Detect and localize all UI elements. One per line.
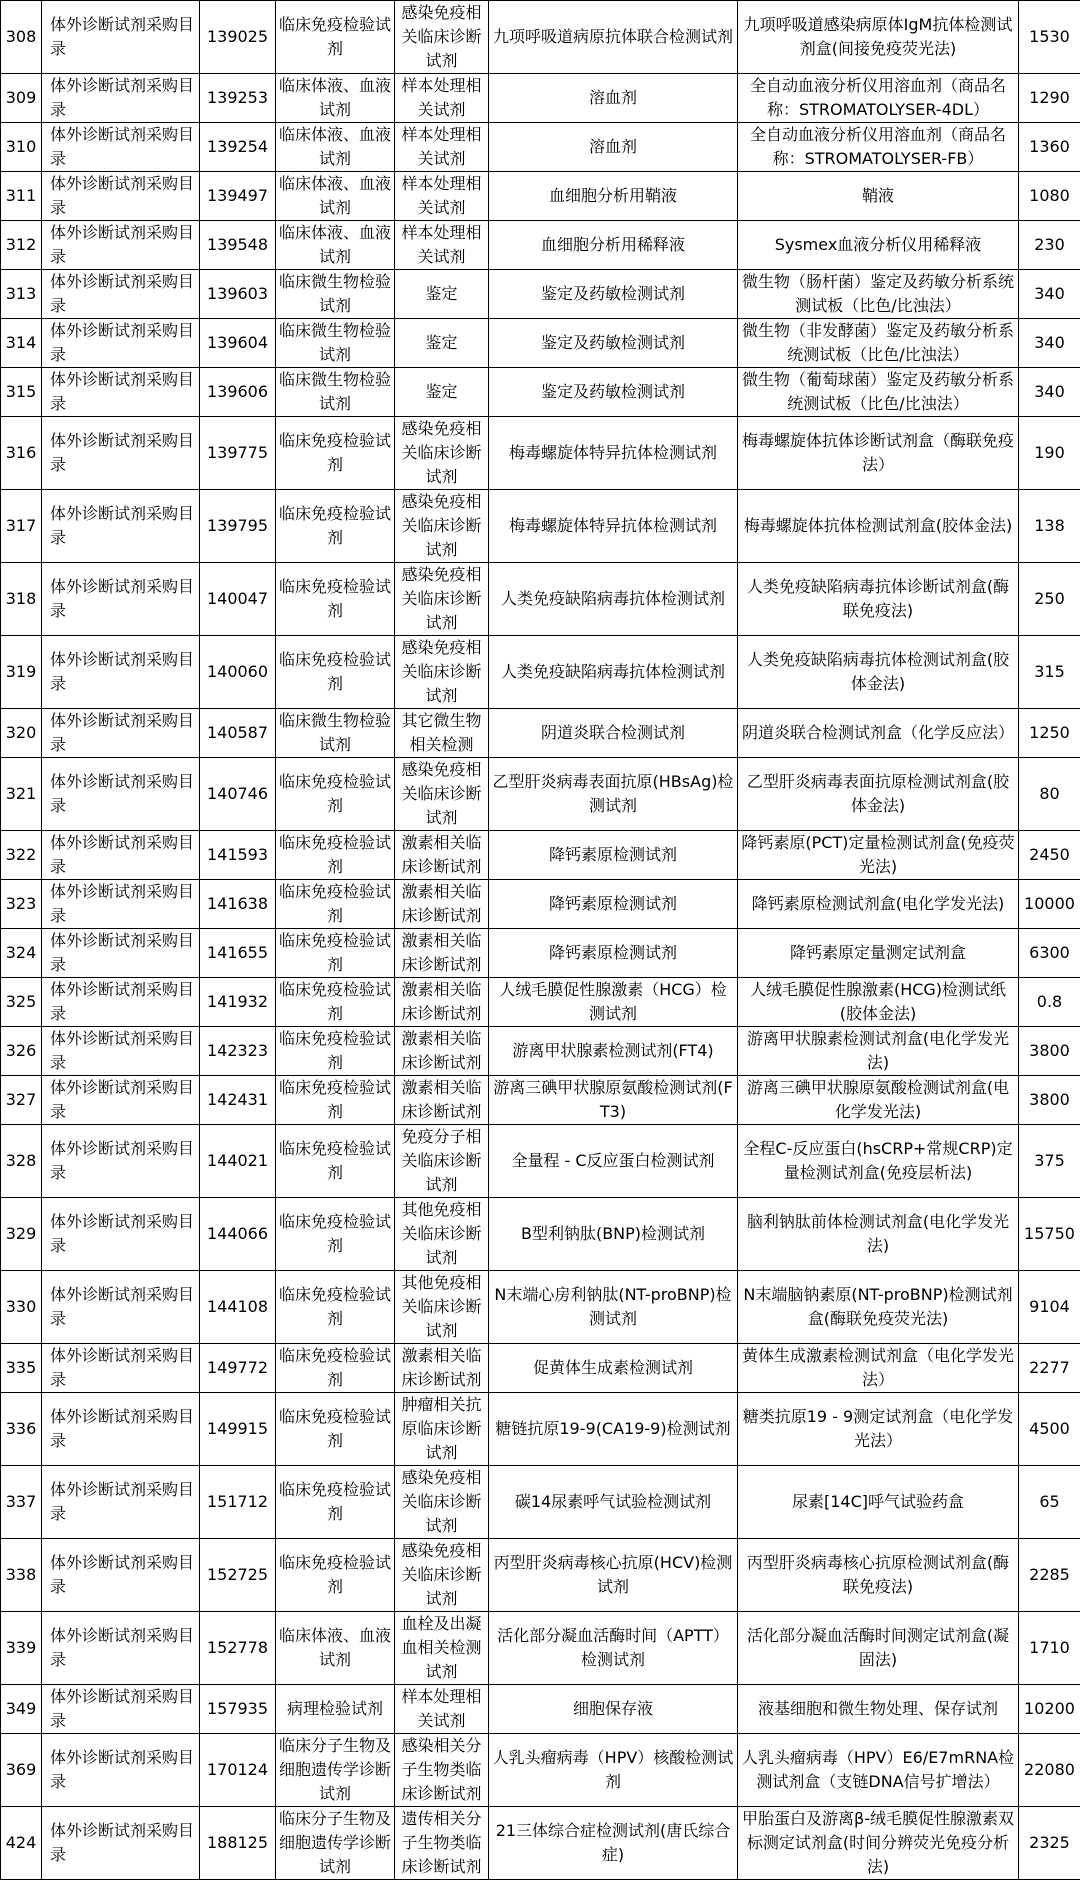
quantity-cell: 0.8: [1019, 978, 1080, 1027]
quantity-cell: 1080: [1019, 172, 1080, 221]
subcategory-cell: 激素相关临床诊断试剂: [395, 1344, 489, 1393]
table-row: [1, 1685, 1080, 1734]
reagent-name-cell: 鉴定及药敏检测试剂: [489, 319, 738, 368]
code-cell: 140746: [200, 758, 276, 831]
catalog-cell: 体外诊断试剂采购目录: [42, 709, 200, 758]
subcategory-cell: 其他免疫相关临床诊断试剂: [395, 1271, 489, 1344]
subcategory-cell: 其它微生物相关检测: [395, 709, 489, 758]
row-number-cell: 349: [1, 1685, 42, 1734]
catalog-cell: 体外诊断试剂采购目录: [42, 636, 200, 709]
product-name-cell: 人绒毛膜促性腺激素(HCG)检测试纸(胶体金法): [738, 978, 1019, 1027]
reagent-type-cell: 临床免疫检验试剂: [276, 831, 395, 880]
reagent-type-cell: 临床免疫检验试剂: [276, 1539, 395, 1612]
table-row: [1, 1539, 1080, 1612]
subcategory-cell: 激素相关临床诊断试剂: [395, 1076, 489, 1125]
reagent-name-cell: B型利钠肽(BNP)检测试剂: [489, 1198, 738, 1271]
subcategory-cell: 样本处理相关试剂: [395, 1685, 489, 1734]
code-cell: 152725: [200, 1539, 276, 1612]
quantity-cell: 250: [1019, 563, 1080, 636]
row-number-cell: 311: [1, 172, 42, 221]
table-row: [1, 1466, 1080, 1539]
subcategory-cell: 样本处理相关试剂: [395, 74, 489, 123]
product-name-cell: 人类免疫缺陷病毒抗体诊断试剂盒(酶联免疫法): [738, 563, 1019, 636]
catalog-cell: 体外诊断试剂采购目录: [42, 880, 200, 929]
quantity-cell: 10200: [1019, 1685, 1080, 1734]
product-name-cell: Sysmex血液分析仪用稀释液: [738, 221, 1019, 270]
product-name-cell: 全程C-反应蛋白(hsCRP+常规CRP)定量检测试剂盒(免疫层析法): [738, 1125, 1019, 1198]
reagent-type-cell: 临床免疫检验试剂: [276, 880, 395, 929]
code-cell: 139603: [200, 270, 276, 319]
subcategory-cell: 血栓及出凝血相关检测试剂: [395, 1612, 489, 1685]
product-name-cell: 乙型肝炎病毒表面抗原检测试剂盒(胶体金法): [738, 758, 1019, 831]
quantity-cell: 1360: [1019, 123, 1080, 172]
product-name-cell: 降钙素原定量测定试剂盒: [738, 929, 1019, 978]
row-number-cell: 336: [1, 1393, 42, 1466]
code-cell: 188125: [200, 1807, 276, 1880]
catalog-cell: 体外诊断试剂采购目录: [42, 929, 200, 978]
quantity-cell: 315: [1019, 636, 1080, 709]
reagent-name-cell: 降钙素原检测试剂: [489, 880, 738, 929]
product-name-cell: 九项呼吸道感染病原体IgM抗体检测试剂盒(间接免疫荧光法): [738, 1, 1019, 74]
product-name-cell: 游离三碘甲状腺原氨酸检测试剂盒(电化学发光法): [738, 1076, 1019, 1125]
table-row: [1, 880, 1080, 929]
reagent-type-cell: 临床体液、血液试剂: [276, 74, 395, 123]
reagent-name-cell: N末端心房利钠肽(NT-proBNP)检测试剂: [489, 1271, 738, 1344]
row-number-cell: 330: [1, 1271, 42, 1344]
product-name-cell: 糖类抗原19 - 9测定试剂盒（电化学发光法）: [738, 1393, 1019, 1466]
reagent-name-cell: 降钙素原检测试剂: [489, 831, 738, 880]
subcategory-cell: 感染免疫相关临床诊断试剂: [395, 1, 489, 74]
quantity-cell: 230: [1019, 221, 1080, 270]
code-cell: 144066: [200, 1198, 276, 1271]
catalog-cell: 体外诊断试剂采购目录: [42, 1539, 200, 1612]
subcategory-cell: 感染免疫相关临床诊断试剂: [395, 563, 489, 636]
row-number-cell: 313: [1, 270, 42, 319]
code-cell: 142431: [200, 1076, 276, 1125]
table-row: [1, 1076, 1080, 1125]
subcategory-cell: 激素相关临床诊断试剂: [395, 831, 489, 880]
reagent-name-cell: 乙型肝炎病毒表面抗原(HBsAg)检测试剂: [489, 758, 738, 831]
row-number-cell: 329: [1, 1198, 42, 1271]
catalog-cell: 体外诊断试剂采购目录: [42, 978, 200, 1027]
code-cell: 139604: [200, 319, 276, 368]
row-number-cell: 322: [1, 831, 42, 880]
reagent-name-cell: 溶血剂: [489, 123, 738, 172]
row-number-cell: 324: [1, 929, 42, 978]
row-number-cell: 338: [1, 1539, 42, 1612]
reagent-type-cell: 临床免疫检验试剂: [276, 1466, 395, 1539]
reagent-type-cell: 临床免疫检验试剂: [276, 1076, 395, 1125]
table-row: [1, 978, 1080, 1027]
subcategory-cell: 激素相关临床诊断试剂: [395, 880, 489, 929]
reagent-name-cell: 梅毒螺旋体特异抗体检测试剂: [489, 490, 738, 563]
table-row: [1, 417, 1080, 490]
reagent-name-cell: 降钙素原检测试剂: [489, 929, 738, 978]
subcategory-cell: 感染免疫相关临床诊断试剂: [395, 758, 489, 831]
reagent-name-cell: 人类免疫缺陷病毒抗体检测试剂: [489, 563, 738, 636]
table-row: [1, 1612, 1080, 1685]
row-number-cell: 337: [1, 1466, 42, 1539]
reagent-type-cell: 临床免疫检验试剂: [276, 490, 395, 563]
table-row: [1, 929, 1080, 978]
table-row: [1, 563, 1080, 636]
row-number-cell: 308: [1, 1, 42, 74]
product-name-cell: 微生物（肠杆菌）鉴定及药敏分析系统测试板（比色/比浊法）: [738, 270, 1019, 319]
reagent-name-cell: 鉴定及药敏检测试剂: [489, 270, 738, 319]
reagent-name-cell: 细胞保存液: [489, 1685, 738, 1734]
subcategory-cell: 鉴定: [395, 319, 489, 368]
reagent-type-cell: 临床微生物检验试剂: [276, 270, 395, 319]
code-cell: 139254: [200, 123, 276, 172]
product-name-cell: 微生物（葡萄球菌）鉴定及药敏分析系统测试板（比色/比浊法）: [738, 368, 1019, 417]
code-cell: 139548: [200, 221, 276, 270]
subcategory-cell: 感染免疫相关临床诊断试剂: [395, 417, 489, 490]
reagent-type-cell: 病理检验试剂: [276, 1685, 395, 1734]
product-name-cell: 尿素[14C]呼气试验药盒: [738, 1466, 1019, 1539]
reagent-name-cell: 阴道炎联合检测试剂: [489, 709, 738, 758]
quantity-cell: 6300: [1019, 929, 1080, 978]
catalog-cell: 体外诊断试剂采购目录: [42, 1466, 200, 1539]
reagent-name-cell: 溶血剂: [489, 74, 738, 123]
table-row: [1, 1271, 1080, 1344]
quantity-cell: 340: [1019, 319, 1080, 368]
catalog-cell: 体外诊断试剂采购目录: [42, 1393, 200, 1466]
product-name-cell: 甲胎蛋白及游离β-绒毛膜促性腺激素双标测定试剂盒(时间分辨荧光免疫分析法): [738, 1807, 1019, 1880]
product-name-cell: 活化部分凝血活酶时间测定试剂盒(凝固法): [738, 1612, 1019, 1685]
reagent-name-cell: 碳14尿素呼气试验检测试剂: [489, 1466, 738, 1539]
code-cell: 139775: [200, 417, 276, 490]
reagent-name-cell: 丙型肝炎病毒核心抗原(HCV)检测试剂: [489, 1539, 738, 1612]
code-cell: 139606: [200, 368, 276, 417]
row-number-cell: 318: [1, 563, 42, 636]
row-number-cell: 309: [1, 74, 42, 123]
quantity-cell: 80: [1019, 758, 1080, 831]
catalog-cell: 体外诊断试剂采购目录: [42, 1125, 200, 1198]
reagent-type-cell: 临床体液、血液试剂: [276, 221, 395, 270]
quantity-cell: 2285: [1019, 1539, 1080, 1612]
reagent-type-cell: 临床免疫检验试剂: [276, 1027, 395, 1076]
code-cell: 170124: [200, 1734, 276, 1807]
code-cell: 141593: [200, 831, 276, 880]
row-number-cell: 339: [1, 1612, 42, 1685]
catalog-cell: 体外诊断试剂采购目录: [42, 1198, 200, 1271]
catalog-cell: 体外诊断试剂采购目录: [42, 417, 200, 490]
reagent-name-cell: 促黄体生成素检测试剂: [489, 1344, 738, 1393]
row-number-cell: 325: [1, 978, 42, 1027]
code-cell: 151712: [200, 1466, 276, 1539]
code-cell: 144021: [200, 1125, 276, 1198]
catalog-cell: 体外诊断试剂采购目录: [42, 490, 200, 563]
table-row: [1, 270, 1080, 319]
reagent-name-cell: 游离甲状腺素检测试剂(FT4): [489, 1027, 738, 1076]
reagent-type-cell: 临床免疫检验试剂: [276, 1393, 395, 1466]
subcategory-cell: 样本处理相关试剂: [395, 123, 489, 172]
row-number-cell: 319: [1, 636, 42, 709]
reagent-name-cell: 梅毒螺旋体特异抗体检测试剂: [489, 417, 738, 490]
row-number-cell: 312: [1, 221, 42, 270]
reagent-type-cell: 临床微生物检验试剂: [276, 709, 395, 758]
code-cell: 139025: [200, 1, 276, 74]
table-row: [1, 123, 1080, 172]
reagent-name-cell: 全量程 - C反应蛋白检测试剂: [489, 1125, 738, 1198]
product-name-cell: 液基细胞和微生物处理、保存试剂: [738, 1685, 1019, 1734]
reagent-type-cell: 临床免疫检验试剂: [276, 758, 395, 831]
product-name-cell: 全自动血液分析仪用溶血剂（商品名称：STROMATOLYSER-FB）: [738, 123, 1019, 172]
quantity-cell: 138: [1019, 490, 1080, 563]
catalog-cell: 体外诊断试剂采购目录: [42, 1612, 200, 1685]
reagent-type-cell: 临床免疫检验试剂: [276, 929, 395, 978]
quantity-cell: 10000: [1019, 880, 1080, 929]
table-row: [1, 636, 1080, 709]
reagent-type-cell: 临床免疫检验试剂: [276, 1271, 395, 1344]
subcategory-cell: 免疫分子相关临床诊断试剂: [395, 1125, 489, 1198]
reagent-type-cell: 临床体液、血液试剂: [276, 123, 395, 172]
code-cell: 140587: [200, 709, 276, 758]
subcategory-cell: 样本处理相关试剂: [395, 172, 489, 221]
reagent-type-cell: 临床免疫检验试剂: [276, 636, 395, 709]
code-cell: 139497: [200, 172, 276, 221]
reagent-name-cell: 人绒毛膜促性腺激素（HCG）检测试剂: [489, 978, 738, 1027]
code-cell: 157935: [200, 1685, 276, 1734]
reagent-type-cell: 临床分子生物及细胞遗传学诊断试剂: [276, 1734, 395, 1807]
subcategory-cell: 肿瘤相关抗原临床诊断试剂: [395, 1393, 489, 1466]
catalog-cell: 体外诊断试剂采购目录: [42, 1734, 200, 1807]
code-cell: 142323: [200, 1027, 276, 1076]
catalog-cell: 体外诊断试剂采购目录: [42, 1271, 200, 1344]
quantity-cell: 2277: [1019, 1344, 1080, 1393]
reagent-name-cell: 游离三碘甲状腺原氨酸检测试剂(FT3): [489, 1076, 738, 1125]
table-row: [1, 74, 1080, 123]
quantity-cell: 190: [1019, 417, 1080, 490]
reagent-type-cell: 临床微生物检验试剂: [276, 319, 395, 368]
code-cell: 144108: [200, 1271, 276, 1344]
row-number-cell: 317: [1, 490, 42, 563]
catalog-cell: 体外诊断试剂采购目录: [42, 1027, 200, 1076]
code-cell: 140047: [200, 563, 276, 636]
code-cell: 140060: [200, 636, 276, 709]
row-number-cell: 316: [1, 417, 42, 490]
quantity-cell: 15750: [1019, 1198, 1080, 1271]
table-row: [1, 1198, 1080, 1271]
product-name-cell: 丙型肝炎病毒核心抗原检测试剂盒(酶联免疫法): [738, 1539, 1019, 1612]
quantity-cell: 340: [1019, 270, 1080, 319]
catalog-cell: 体外诊断试剂采购目录: [42, 758, 200, 831]
code-cell: 141932: [200, 978, 276, 1027]
product-name-cell: 梅毒螺旋体抗体检测试剂盒(胶体金法): [738, 490, 1019, 563]
reagent-type-cell: 临床免疫检验试剂: [276, 1344, 395, 1393]
reagent-type-cell: 临床免疫检验试剂: [276, 417, 395, 490]
product-name-cell: 梅毒螺旋体抗体诊断试剂盒（酶联免疫法）: [738, 417, 1019, 490]
reagent-type-cell: 临床免疫检验试剂: [276, 1198, 395, 1271]
reagent-name-cell: 九项呼吸道病原抗体联合检测试剂: [489, 1, 738, 74]
product-name-cell: 降钙素原检测试剂盒(电化学发光法): [738, 880, 1019, 929]
catalog-cell: 体外诊断试剂采购目录: [42, 1344, 200, 1393]
subcategory-cell: 遗传相关分子生物类临床诊断试剂: [395, 1807, 489, 1880]
catalog-cell: 体外诊断试剂采购目录: [42, 1076, 200, 1125]
subcategory-cell: 感染免疫相关临床诊断试剂: [395, 1539, 489, 1612]
reagent-type-cell: 临床免疫检验试剂: [276, 1125, 395, 1198]
catalog-cell: 体外诊断试剂采购目录: [42, 831, 200, 880]
catalog-cell: 体外诊断试剂采购目录: [42, 368, 200, 417]
subcategory-cell: 样本处理相关试剂: [395, 221, 489, 270]
catalog-cell: 体外诊断试剂采购目录: [42, 221, 200, 270]
subcategory-cell: 鉴定: [395, 368, 489, 417]
quantity-cell: 2450: [1019, 831, 1080, 880]
code-cell: 149772: [200, 1344, 276, 1393]
product-name-cell: 阴道炎联合检测试剂盒（化学反应法）: [738, 709, 1019, 758]
subcategory-cell: 感染免疫相关临床诊断试剂: [395, 636, 489, 709]
reagent-type-cell: 临床微生物检验试剂: [276, 368, 395, 417]
product-name-cell: 黄体生成激素检测试剂盒（电化学发光法）: [738, 1344, 1019, 1393]
quantity-cell: 9104: [1019, 1271, 1080, 1344]
reagent-name-cell: 活化部分凝血活酶时间（APTT）检测试剂: [489, 1612, 738, 1685]
code-cell: 149915: [200, 1393, 276, 1466]
subcategory-cell: 激素相关临床诊断试剂: [395, 929, 489, 978]
catalog-cell: 体外诊断试剂采购目录: [42, 123, 200, 172]
table-row: [1, 1344, 1080, 1393]
row-number-cell: 327: [1, 1076, 42, 1125]
table-row: [1, 490, 1080, 563]
reagent-name-cell: 鉴定及药敏检测试剂: [489, 368, 738, 417]
product-name-cell: 降钙素原(PCT)定量检测试剂盒(免疫荧光法): [738, 831, 1019, 880]
code-cell: 141638: [200, 880, 276, 929]
row-number-cell: 335: [1, 1344, 42, 1393]
table-row: [1, 1, 1080, 74]
catalog-cell: 体外诊断试剂采购目录: [42, 270, 200, 319]
table-row: [1, 368, 1080, 417]
quantity-cell: 1290: [1019, 74, 1080, 123]
quantity-cell: 4500: [1019, 1393, 1080, 1466]
catalog-cell: 体外诊断试剂采购目录: [42, 74, 200, 123]
catalog-cell: 体外诊断试剂采购目录: [42, 1, 200, 74]
product-name-cell: 脑利钠肽前体检测试剂盒(电化学发光法): [738, 1198, 1019, 1271]
row-number-cell: 323: [1, 880, 42, 929]
quantity-cell: 340: [1019, 368, 1080, 417]
quantity-cell: 65: [1019, 1466, 1080, 1539]
quantity-cell: 22080: [1019, 1734, 1080, 1807]
subcategory-cell: 激素相关临床诊断试剂: [395, 978, 489, 1027]
reagent-name-cell: 21三体综合症检测试剂(唐氏综合症): [489, 1807, 738, 1880]
quantity-cell: 2325: [1019, 1807, 1080, 1880]
table-row: [1, 1027, 1080, 1076]
reagent-type-cell: 临床免疫检验试剂: [276, 1, 395, 74]
catalog-cell: 体外诊断试剂采购目录: [42, 1685, 200, 1734]
row-number-cell: 314: [1, 319, 42, 368]
table-row: [1, 831, 1080, 880]
subcategory-cell: 感染免疫相关临床诊断试剂: [395, 490, 489, 563]
code-cell: 152778: [200, 1612, 276, 1685]
catalog-cell: 体外诊断试剂采购目录: [42, 1807, 200, 1880]
table-row: [1, 319, 1080, 368]
reagent-name-cell: 人类免疫缺陷病毒抗体检测试剂: [489, 636, 738, 709]
product-name-cell: 游离甲状腺素检测试剂盒(电化学发光法): [738, 1027, 1019, 1076]
reagent-type-cell: 临床免疫检验试剂: [276, 978, 395, 1027]
reagent-name-cell: 血细胞分析用稀释液: [489, 221, 738, 270]
row-number-cell: 424: [1, 1807, 42, 1880]
row-number-cell: 310: [1, 123, 42, 172]
row-number-cell: 326: [1, 1027, 42, 1076]
subcategory-cell: 激素相关临床诊断试剂: [395, 1027, 489, 1076]
product-name-cell: 微生物（非发酵菌）鉴定及药敏分析系统测试板（比色/比浊法）: [738, 319, 1019, 368]
subcategory-cell: 鉴定: [395, 270, 489, 319]
quantity-cell: 1250: [1019, 709, 1080, 758]
table-row: [1, 1125, 1080, 1198]
code-cell: 139795: [200, 490, 276, 563]
reagent-type-cell: 临床分子生物及细胞遗传学诊断试剂: [276, 1807, 395, 1880]
table-body: [1, 1, 1080, 1880]
table-row: [1, 1734, 1080, 1807]
row-number-cell: 369: [1, 1734, 42, 1807]
subcategory-cell: 感染相关分子生物类临床诊断试剂: [395, 1734, 489, 1807]
quantity-cell: 1710: [1019, 1612, 1080, 1685]
product-name-cell: 全自动血液分析仪用溶血剂（商品名称：STROMATOLYSER-4DL）: [738, 74, 1019, 123]
reagent-name-cell: 人乳头瘤病毒（HPV）核酸检测试剂: [489, 1734, 738, 1807]
table-row: [1, 1393, 1080, 1466]
product-name-cell: 鞘液: [738, 172, 1019, 221]
subcategory-cell: 感染免疫相关临床诊断试剂: [395, 1466, 489, 1539]
table-row: [1, 709, 1080, 758]
reagent-type-cell: 临床免疫检验试剂: [276, 563, 395, 636]
row-number-cell: 315: [1, 368, 42, 417]
catalog-cell: 体外诊断试剂采购目录: [42, 172, 200, 221]
catalog-cell: 体外诊断试剂采购目录: [42, 319, 200, 368]
row-number-cell: 328: [1, 1125, 42, 1198]
reagent-name-cell: 糖链抗原19-9(CA19-9)检测试剂: [489, 1393, 738, 1466]
quantity-cell: 1530: [1019, 1, 1080, 74]
product-name-cell: 人类免疫缺陷病毒抗体检测试剂盒(胶体金法): [738, 636, 1019, 709]
reagent-name-cell: 血细胞分析用鞘液: [489, 172, 738, 221]
table-row: [1, 758, 1080, 831]
row-number-cell: 320: [1, 709, 42, 758]
catalog-cell: 体外诊断试剂采购目录: [42, 563, 200, 636]
quantity-cell: 375: [1019, 1125, 1080, 1198]
subcategory-cell: 其他免疫相关临床诊断试剂: [395, 1198, 489, 1271]
code-cell: 141655: [200, 929, 276, 978]
code-cell: 139253: [200, 74, 276, 123]
reagent-type-cell: 临床体液、血液试剂: [276, 172, 395, 221]
reagent-type-cell: 临床体液、血液试剂: [276, 1612, 395, 1685]
product-name-cell: N末端脑钠素原(NT-proBNP)检测试剂盒(酶联免疫荧光法): [738, 1271, 1019, 1344]
row-number-cell: 321: [1, 758, 42, 831]
table-row: [1, 221, 1080, 270]
product-name-cell: 人乳头瘤病毒（HPV）E6/E7mRNA检测试剂盒（支链DNA信号扩增法）: [738, 1734, 1019, 1807]
table-row: [1, 1807, 1080, 1880]
quantity-cell: 3800: [1019, 1027, 1080, 1076]
quantity-cell: 3800: [1019, 1076, 1080, 1125]
table-row: [1, 172, 1080, 221]
